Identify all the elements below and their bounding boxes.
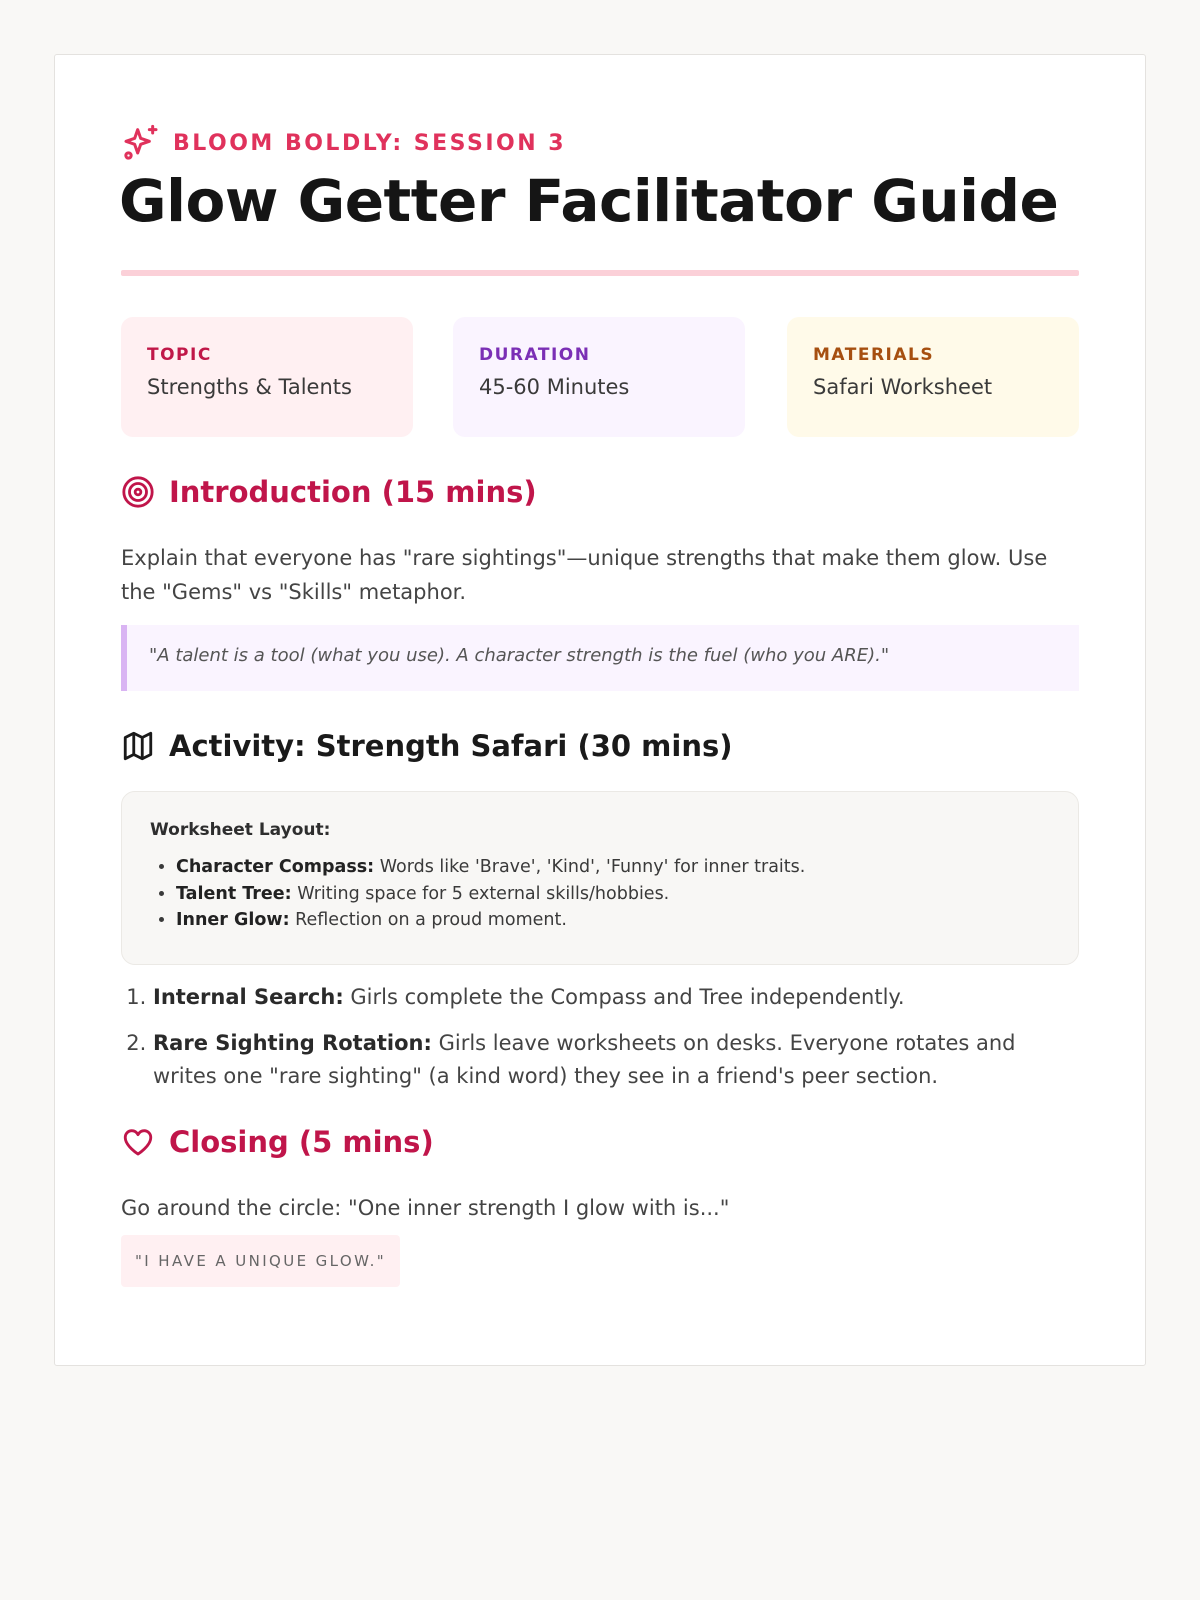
session-meta	[121, 317, 1079, 437]
worksheet-item-term: Talent Tree:	[176, 883, 292, 904]
duration-card	[453, 317, 745, 437]
list-item	[176, 854, 1050, 881]
activity-steps	[121, 981, 1079, 1106]
introduction-title: Introduction (15 mins)	[169, 475, 537, 509]
affirmation-badge: "I HAVE A UNIQUE GLOW."	[121, 1235, 400, 1287]
session-eyebrow	[121, 123, 566, 163]
introduction-quote: "A talent is a tool (what you use). A character strength is the fuel (who you ARE)."	[121, 625, 1079, 691]
activity-title: Activity: Strength Safari (30 mins)	[169, 729, 733, 763]
step-desc: Girls complete the Compass and Tree independently.	[343, 985, 905, 1009]
introduction-heading	[121, 475, 537, 509]
worksheet-list	[150, 854, 1050, 934]
page-title: Glow Getter Facilitator Guide	[119, 167, 1059, 235]
step-term: Rare Sighting Rotation:	[153, 1031, 432, 1055]
closing-title: Closing (5 mins)	[169, 1125, 434, 1159]
worksheet-item-term: Character Compass:	[176, 857, 375, 877]
activity-heading	[121, 729, 732, 763]
worksheet-item-desc: Words like 'Brave', 'Kind', 'Funny' for inner traits.	[374, 857, 806, 877]
duration-label: DURATION	[479, 345, 591, 365]
introduction-text: Explain that everyone has "rare sightings"—unique strengths that make them glow. Use the "Gems" vs "Skills" metaphor.	[121, 546, 1048, 604]
list-item	[176, 907, 1050, 934]
topic-value: Strengths & Talents	[147, 375, 352, 399]
step-desc: Girls leave worksheets on desks. Everyone rotates and writes one "rare sighting" (a kind word) they see in a friend's peer section.	[153, 1031, 1016, 1088]
list-item	[153, 981, 1079, 1014]
map-icon	[121, 729, 155, 763]
worksheet-title: Worksheet Layout:	[150, 820, 331, 840]
worksheet-layout-box	[121, 791, 1079, 965]
heart-icon	[121, 1125, 155, 1159]
list-item	[153, 1027, 1079, 1093]
materials-card	[787, 317, 1079, 437]
session-label: BLOOM BOLDLY: SESSION 3	[173, 130, 567, 156]
topic-label: TOPIC	[147, 345, 212, 365]
worksheet-item-desc: Writing space for 5 external skills/hobbies.	[291, 883, 670, 904]
duration-value: 45-60 Minutes	[479, 375, 630, 399]
closing-text: Go around the circle: "One inner strength I glow with is..."	[121, 1196, 730, 1220]
guide-card	[54, 54, 1146, 1366]
title-divider	[121, 270, 1079, 276]
step-term: Internal Search:	[153, 985, 344, 1009]
sparkles-icon	[121, 123, 161, 163]
target-icon	[121, 475, 155, 509]
materials-value: Safari Worksheet	[813, 375, 993, 399]
materials-label: MATERIALS	[813, 345, 935, 365]
topic-card	[121, 317, 413, 437]
closing-heading	[121, 1125, 434, 1159]
worksheet-item-term: Inner Glow:	[176, 910, 290, 930]
worksheet-item-desc: Reflection on a proud moment.	[289, 910, 567, 930]
list-item	[176, 881, 1050, 908]
